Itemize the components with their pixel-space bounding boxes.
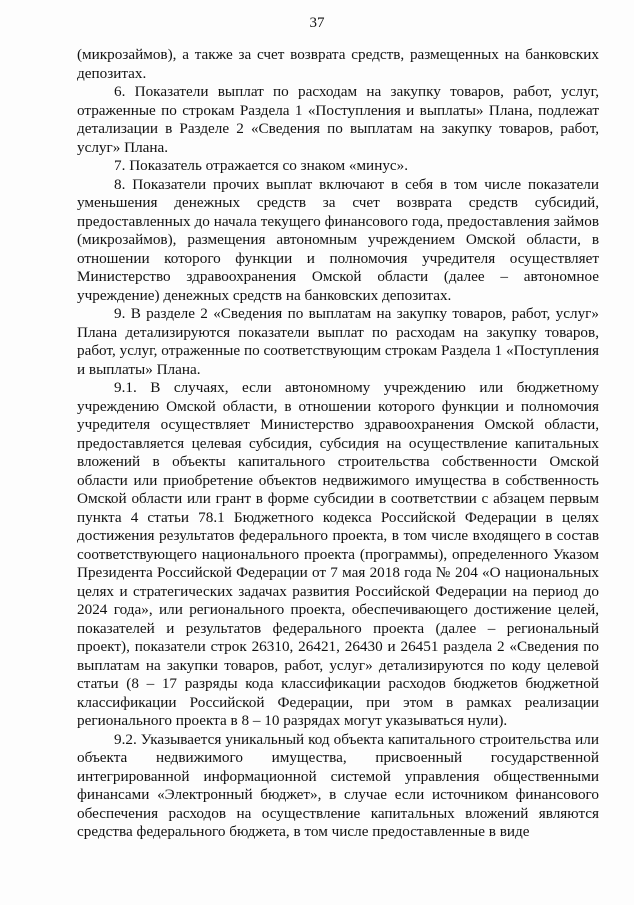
page-content xyxy=(77,46,599,842)
paragraph-item-6: 6. Показатели выплат по расходам на закупку товаров, работ, услуг, отраженные по строкам Раздела 1 «Поступления и выплаты» Плана, подлежат детализации в Разделе 2 «Сведения по выплатам на закупку товаров, работ, услуг» Плана. xyxy=(77,83,599,156)
paragraph-item-9: 9. В разделе 2 «Сведения по выплатам на закупку товаров, работ, услуг» Плана детализируются показатели выплат по расходам на закупку товаров, работ, услуг, отраженные по соответствующим строкам Раздела 1 «Поступления и выплаты» Плана. xyxy=(77,305,599,378)
paragraph-continuation: (микрозаймов), а также за счет возврата средств, размещенных на банковских депозитах. xyxy=(77,46,599,82)
paragraph-item-9-1: 9.1. В случаях, если автономному учреждению или бюджетному учреждению Омской области, в отношении которого функции и полномочия учредителя осуществляет Министерство здравоохранения Омской области, предоставляется целевая субсидия, субсидия на осуществление капитальных вложений в объекты капитального строительства собственности Омской области или приобретение объектов недвижимого имущества в собственность Омской области или грант в форме субсидии в соответствии с абзацем первым пункта 4 статьи 78.1 Бюджетного кодекса Российской Федерации в целях достижения результатов федерального проекта, в том числе входящего в состав соответствующего национального проекта (программы), определенного Указом Президента Российской Федерации от 7 мая 2018 года № 204 «О национальных целях и стратегических задачах развития Российской Федерации на период до 2024 года», или регионального проекта, обеспечивающего достижение целей, показателей и результатов федерального проекта (далее – региональный проект), показатели строк 26310, 26421, 26430 и 26451 раздела 2 «Сведения по выплатам на закупки товаров, работ, услуг» детализируются по коду целевой статьи (8 – 17 разряды кода классификации расходов бюджетов бюджетной классификации Российской Федерации, при этом в рамках реализации регионального проекта в 8 – 10 разрядах могут указываться нули). xyxy=(77,379,599,729)
paragraph-item-7: 7. Показатель отражается со знаком «минус». xyxy=(114,157,409,174)
paragraph-item-9-2: 9.2. Указывается уникальный код объекта капитального строительства или объекта недвижимого имущества, присвоенный государственной интегрированной информационной системой управления общественными финансами «Электронный бюджет», в случае если источником финансового обеспечения расходов на осуществление капитальных вложений являются средства федерального бюджета, в том числе предоставленные в виде xyxy=(77,730,599,840)
page-number: 37 xyxy=(309,15,325,31)
paragraph-item-8: 8. Показатели прочих выплат включают в себя в том числе показатели уменьшения денежных средств за счет возврата средств субсидий, предоставленных до начала текущего финансового года, предоставления займов (микрозаймов), размещения автономным учреждением Омской области, в отношении которого функции и полномочия учредителя осуществляет Министерство здравоохранения Омской области (далее – автономное учреждение) денежных средств на банковских депозитах. xyxy=(77,175,599,304)
